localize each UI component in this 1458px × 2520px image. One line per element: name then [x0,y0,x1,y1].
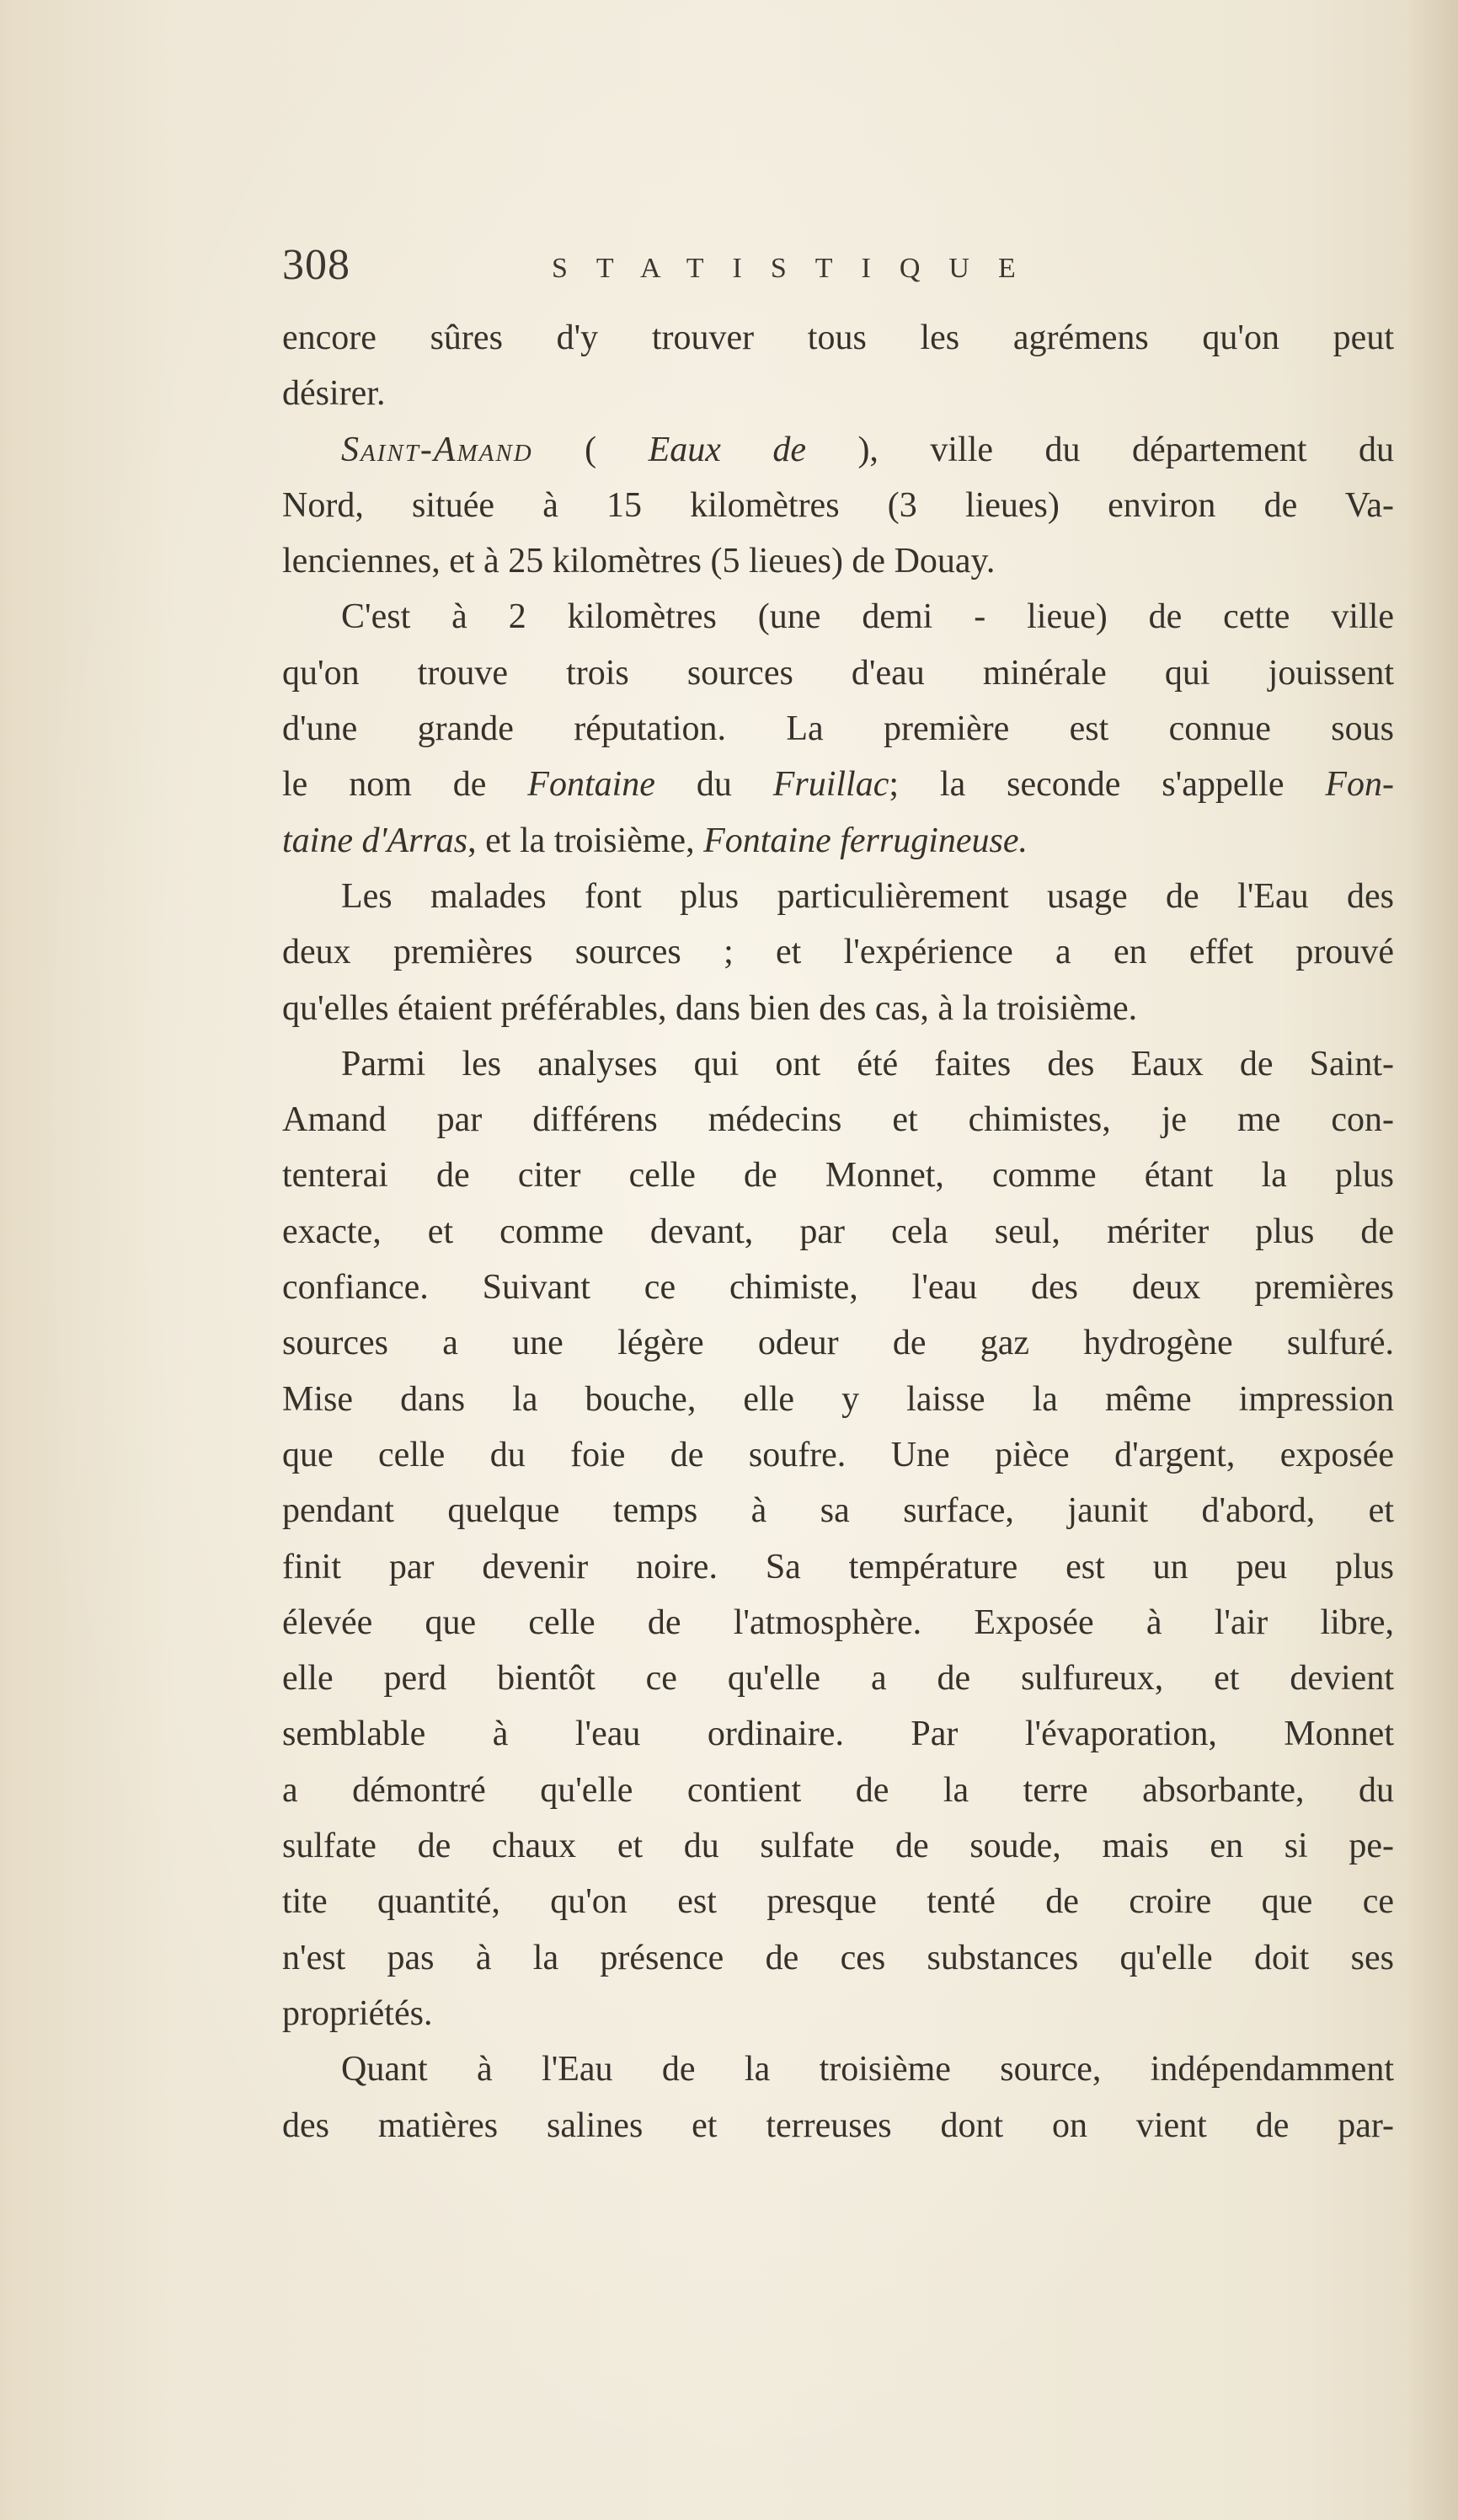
text-line: Parmi les analyses qui ont été faites des Eaux de Saint- [341,1044,1394,1083]
text-line: des matières salines et terreuses dont on vient de par- [282,2105,1394,2145]
text-line: sulfate de chaux et du sulfate de soude, mais en si pe- [282,1827,1394,1866]
text-run: ; la seconde s'appelle [889,765,1326,805]
text-line: désirer. [282,374,386,414]
text-line: sources a une légère odeur de gaz hydrogène sulfuré. [282,1324,1394,1363]
text-line: d'une grande réputation. La première est connue sous [282,709,1394,749]
text-run: , et la troisième, [467,821,704,860]
text-line: pendant quelque temps à sa surface, jaunit d'abord, et [282,1491,1394,1531]
text-run-italic: taine d'Arras [282,821,468,860]
body-text [282,310,1394,2154]
text-run: ( [532,430,649,469]
text-run-italic: Fon- [1325,765,1395,805]
text-line: Les malades font plus particulièrement usage de l'Eau des [341,876,1394,916]
text-line: qu'on trouve trois sources d'eau minérale qui jouissent [282,653,1394,693]
text-line: a démontré qu'elle contient de la terre absorbante, du [282,1770,1394,1810]
text-line: élevée que celle de l'atmosphère. Exposée à l'air libre, [282,1602,1394,1642]
text-line: lenciennes, et à 25 kilomètres (5 lieues) de Douay. [282,542,996,581]
page-number: 308 [282,241,350,289]
text-line: tenterai de citer celle de Monnet, comme étant la plus [282,1156,1394,1196]
text-line: semblable à l'eau ordinaire. Par l'évaporation, Monnet [282,1715,1394,1754]
text-line: que celle du foie de soufre. Une pièce d'argent, exposée [282,1435,1394,1474]
text-run-italic: Fontaine [527,765,655,805]
text-line [282,813,1394,869]
text-line: exacte, et comme devant, par cela seul, mériter plus de [282,1212,1394,1251]
text-line: Quant à l'Eau de la troisième source, indépendamment [341,2050,1394,2089]
text-line: Amand par différens médecins et chimistes, je me con- [282,1100,1394,1140]
place-name: Saint-Amand [341,430,533,469]
text-line: n'est pas à la présence de ces substances qu'elle doit ses [282,1938,1394,1977]
text-run-italic: Fruillac [772,765,889,805]
text-line: propriétés. [282,1993,433,2033]
text-run: le nom de [282,765,528,805]
page-header [282,236,1411,295]
text-run-italic: Eaux de [648,430,806,469]
text-line: Nord, située à 15 kilomètres (3 lieues) environ de Va- [282,485,1394,525]
page-edge-shadow [1407,0,1458,2520]
text-line: finit par devenir noire. Sa température est un peu plus [282,1547,1394,1586]
running-head: STATISTIQUE [552,253,1044,284]
text-line: deux premières sources ; et l'expérience a en effet prouvé [282,933,1394,972]
text-line: qu'elles étaient préférables, dans bien des cas, à la troisième. [282,988,1138,1028]
text-run: du [654,765,773,805]
text-line: elle perd bientôt ce qu'elle a de sulfureux, et devient [282,1659,1394,1699]
text-line: Mise dans la bouche, elle y laisse la même impression [282,1379,1394,1419]
text-line [282,757,1394,812]
text-line: encore sûres d'y trouver tous les agrémens qu'on peut [282,318,1394,357]
text-run: ), ville du département du [805,430,1394,469]
text-line [282,422,1394,478]
text-run-italic: Fontaine ferrugineuse. [703,821,1028,860]
text-line: tite quantité, qu'on est presque tenté de croire que ce [282,1882,1394,1922]
text-line: C'est à 2 kilomètres (une demi - lieue) de cette ville [341,597,1394,637]
text-line: confiance. Suivant ce chimiste, l'eau des deux premières [282,1268,1394,1308]
